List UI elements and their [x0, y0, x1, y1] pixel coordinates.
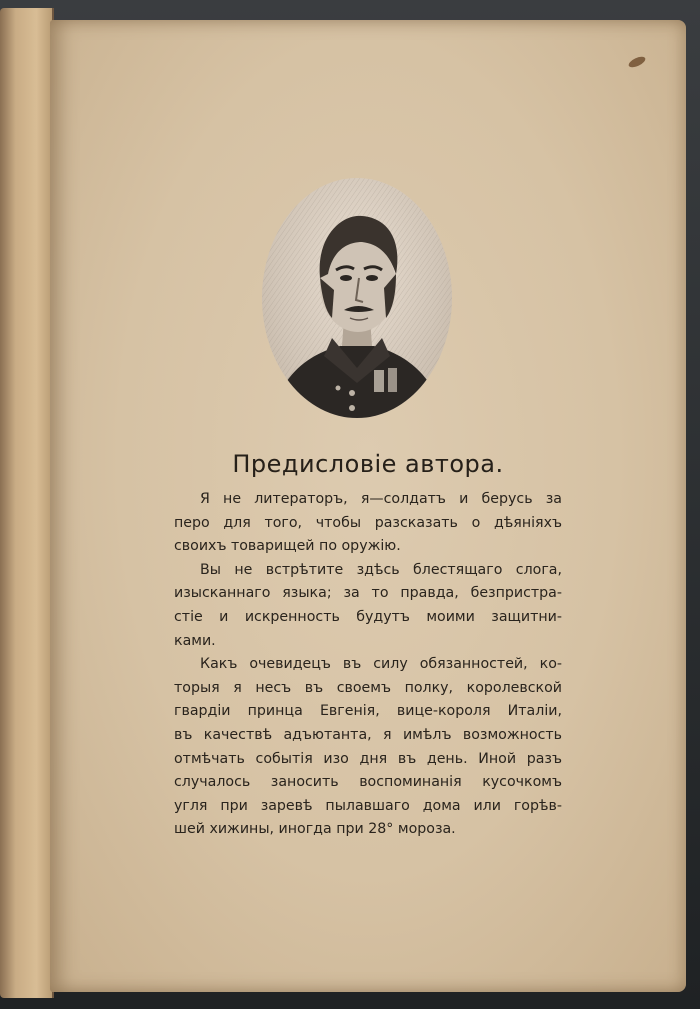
- paragraph-1: [174, 488, 562, 559]
- text-line: стіе и искренность будутъ моими защитни-: [174, 608, 562, 625]
- text-line: шей хижины, иногда при 28° мороза.: [174, 821, 456, 838]
- text-line: Вы не встрѣтите здѣсь блестящаго слога,: [200, 561, 562, 578]
- text-line: случалось заносить воспоминанія кусочкомъ: [174, 774, 562, 791]
- portrait-engraving-icon: [262, 178, 452, 418]
- text-line: торыя я несъ въ своемъ полку, королевской: [174, 679, 562, 696]
- text-line: отмѣчать событія изо дня въ день. Иной разъ: [174, 750, 562, 767]
- page-title: Предисловіе автора.: [232, 450, 504, 478]
- text-line: своихъ товарищей по оружію.: [174, 538, 401, 555]
- book-page: [50, 20, 686, 992]
- ink-stain: [627, 55, 647, 70]
- text-line: Какъ очевидецъ въ силу обязанностей, ко-: [200, 656, 562, 673]
- text-line: изысканнаго языка; за то правда, безпристра-: [174, 585, 562, 602]
- text-line: въ качествѣ адъютанта, я имѣлъ возможность: [174, 726, 562, 743]
- text-line: ками.: [174, 632, 216, 649]
- paragraph-3: [174, 653, 562, 842]
- text-line: Я не литераторъ, я—солдатъ и берусь за: [200, 491, 562, 507]
- text-line: угля при заревѣ пылавшаго дома или горѣв-: [174, 797, 562, 814]
- text-line: гвардіи принца Евгенія, вице-короля Италіи,: [174, 703, 562, 720]
- paragraph-2: [174, 559, 562, 653]
- preface-text: [174, 488, 562, 842]
- left-page-edge: [0, 8, 54, 998]
- text-line: перо для того, чтобы разсказать о дѣяніяхъ: [174, 514, 562, 531]
